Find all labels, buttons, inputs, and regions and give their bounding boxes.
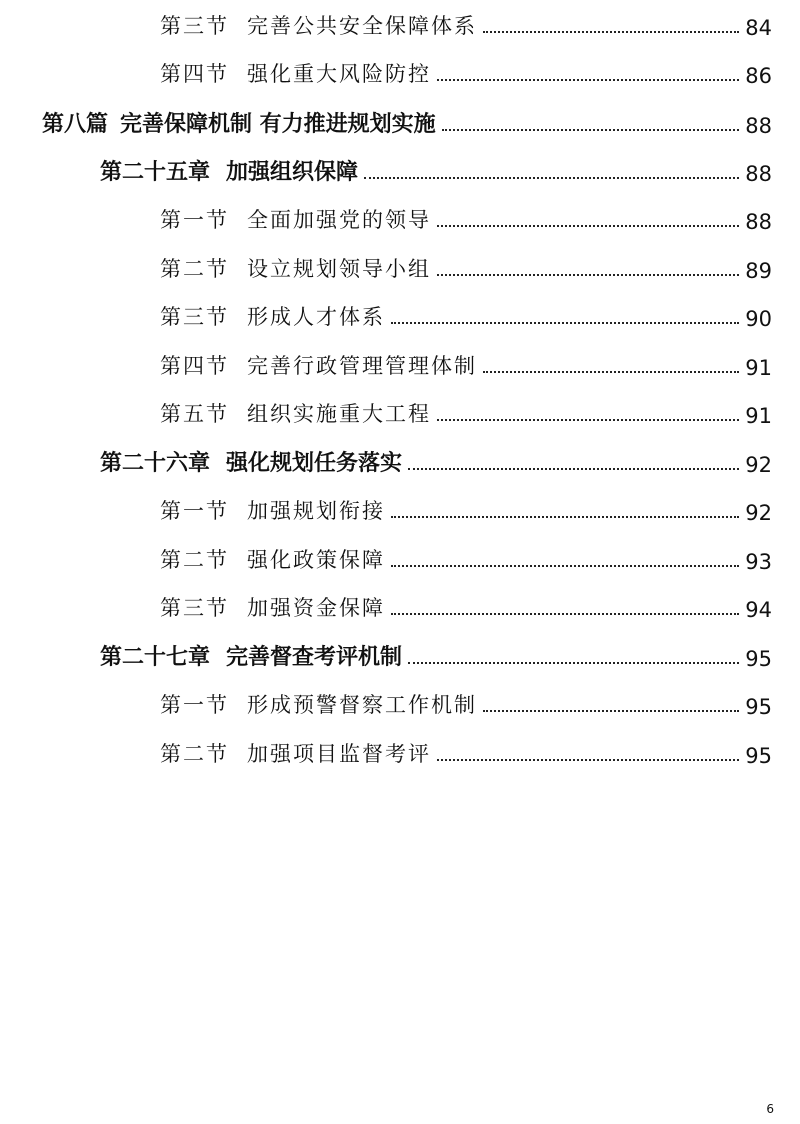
toc-entry-title: 加强规划衔接 (247, 499, 385, 523)
dot-leader (442, 129, 740, 131)
toc-entry-number: 第三节 (160, 305, 229, 329)
toc-entry-page: 92 (745, 453, 772, 477)
dot-leader (483, 31, 739, 33)
toc-entry-page: 95 (745, 647, 772, 671)
dot-leader (437, 419, 739, 421)
toc-entry-number: 第三节 (160, 14, 229, 38)
toc-entry-title: 完善公共安全保障体系 (247, 14, 477, 38)
toc-entry-title: 全面加强党的领导 (247, 208, 431, 232)
toc-entry-number: 第二十五章 (100, 160, 211, 185)
toc-entry-page: 90 (745, 307, 772, 331)
toc-entry[interactable] (0, 346, 772, 380)
toc-entry[interactable] (0, 394, 772, 428)
toc-entry-page: 95 (745, 695, 772, 719)
dot-leader (437, 225, 739, 227)
toc-entry-title: 设立规划领导小组 (247, 257, 431, 281)
toc-entry-title: 强化规划任务落实 (226, 451, 403, 476)
toc-entry-title: 形成人才体系 (247, 305, 385, 329)
toc-entry-part[interactable] (0, 104, 772, 138)
toc-entry-title: 组织实施重大工程 (247, 402, 431, 426)
toc-entry-title: 完善督查考评机制 (226, 645, 403, 670)
toc-entry-number: 第三节 (160, 596, 229, 620)
toc-entry-page: 88 (745, 162, 772, 186)
toc-entry-page: 91 (745, 404, 772, 428)
toc-entry-chapter[interactable] (0, 443, 772, 477)
dot-leader (408, 662, 739, 664)
dot-leader (437, 274, 739, 276)
toc-entry-page: 89 (745, 259, 772, 283)
toc-entry-title: 完善行政管理管理体制 (247, 354, 477, 378)
toc-entry-number: 第二节 (160, 257, 229, 281)
toc-entry[interactable] (0, 540, 772, 574)
toc-entry-chapter[interactable] (0, 637, 772, 671)
toc-entry-title: 加强项目监督考评 (247, 742, 431, 766)
dot-leader (364, 177, 739, 179)
toc-entry-page: 88 (745, 210, 772, 234)
toc-entry-title: 加强资金保障 (247, 596, 385, 620)
page-number: 6 (766, 1102, 774, 1116)
toc-entry-page: 92 (745, 501, 772, 525)
toc-entry-number: 第一节 (160, 693, 229, 717)
toc-entry-number: 第二节 (160, 548, 229, 572)
dot-leader (391, 565, 739, 567)
toc-entry[interactable] (0, 54, 772, 88)
dot-leader (391, 613, 739, 615)
toc-entry-page: 93 (745, 550, 772, 574)
toc-entry-number: 第八篇 (42, 112, 109, 137)
toc-entry-title: 加强组织保障 (226, 160, 359, 185)
dot-leader (391, 322, 739, 324)
toc-entry-number: 第四节 (160, 354, 229, 378)
toc-entry-title: 强化政策保障 (247, 548, 385, 572)
toc-entry-number: 第一节 (160, 499, 229, 523)
dot-leader (408, 468, 739, 470)
toc-entry-chapter[interactable] (0, 152, 772, 186)
toc-entry-number: 第五节 (160, 402, 229, 426)
dot-leader (437, 759, 739, 761)
toc-entry-page: 91 (745, 356, 772, 380)
dot-leader (437, 79, 739, 81)
toc-entry-page: 84 (745, 16, 772, 40)
dot-leader (483, 371, 739, 373)
toc-entry-page: 88 (745, 114, 772, 138)
toc-entry-number: 第二十六章 (100, 451, 211, 476)
toc-entry[interactable] (0, 200, 772, 234)
toc-entry-page: 95 (745, 744, 772, 768)
toc-entry[interactable] (0, 6, 772, 40)
toc-entry[interactable] (0, 685, 772, 719)
toc-entry[interactable] (0, 249, 772, 283)
toc-entry[interactable] (0, 588, 772, 622)
toc-entry-number: 第四节 (160, 62, 229, 86)
toc-entry[interactable] (0, 297, 772, 331)
toc-entry[interactable] (0, 734, 772, 768)
dot-leader (483, 710, 739, 712)
toc-entry-page: 86 (745, 64, 772, 88)
dot-leader (391, 516, 739, 518)
toc-entry-title: 形成预警督察工作机制 (247, 693, 477, 717)
toc-entry[interactable] (0, 491, 772, 525)
toc-entry-number: 第二十七章 (100, 645, 211, 670)
toc-entry-title: 强化重大风险防控 (247, 62, 431, 86)
toc-entry-number: 第二节 (160, 742, 229, 766)
toc-entry-number: 第一节 (160, 208, 229, 232)
toc-entry-title: 完善保障机制 有力推进规划实施 (120, 112, 436, 137)
toc-entry-page: 94 (745, 598, 772, 622)
